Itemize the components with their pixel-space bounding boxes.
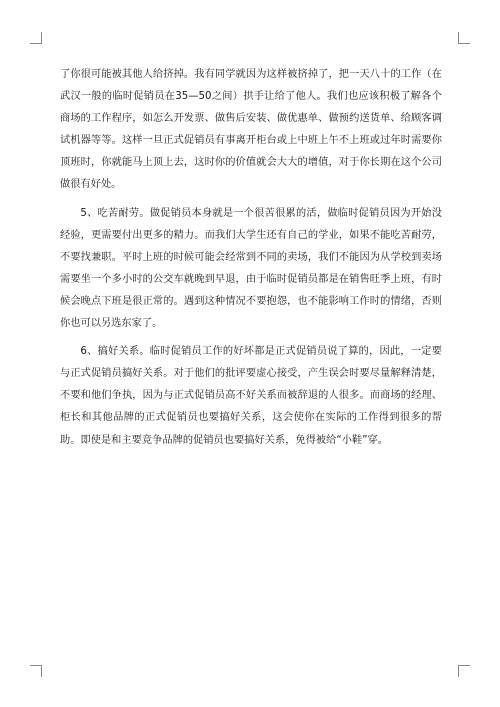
- crop-mark-bottom-right: [458, 665, 470, 677]
- document-body: [60, 64, 442, 458]
- crop-mark-bottom-left: [30, 665, 42, 677]
- paragraph-hard-work: 5、吃苦耐劳。做促销员本身就是一个很苦很累的活，做临时促销员因为开始没经验，更需要付出更多的精力。而我们大学生还有自己的学业，如果不能吃苦耐劳，不要找兼职。平时上班的时候可能会经常到不同的卖场，我们不能因为从学校到卖场需要坐一个多小时的公交车就晚到早退，由于临时促销员都是在销售旺季上班，有时候会晚点下班是很正常的。遇到这种情况不要抱怨，也不能影响工作时的情绪，否则你也可以另选东家了。: [60, 207, 442, 330]
- paragraph-continuation: 了你很可能被其他人给挤掉。我有同学就因为这样被挤掉了，把一天八十的工作（在武汉一般的临时促销员在35—50之间）拱手让给了他人。我们也应该积极了解各个商场的工作程序，如怎么开发票、做售后安装、做优惠单、做预约送货单、给顾客调试机器等等。这样一旦正式促销员有事离开柜台或上中班上午不上班或过年时需要你顶班时，你就能马上顶上去，这时你的价值就会大大的增值，对于你长期在这个公司做很有好处。: [60, 69, 442, 191]
- crop-mark-top-right: [458, 32, 470, 44]
- crop-mark-top-left: [30, 32, 42, 44]
- paragraph-relationships: 6、搞好关系。临时促销员工作的好坏都是正式促销员说了算的，因此，一定要与正式促销员搞好关系。对于他们的批评要虚心接受，产生误会时要尽量解释清楚，不要和他们争执，因为与正式促销员高不好关系而被辞退的人很多。而商场的经理、柜长和其他品牌的正式促销员也要搞好关系，这会使你在实际的工作得到很多的帮助。即使是和主要竞争品牌的促销员也要搞好关系，免得被给“小鞋”穿。: [60, 346, 442, 446]
